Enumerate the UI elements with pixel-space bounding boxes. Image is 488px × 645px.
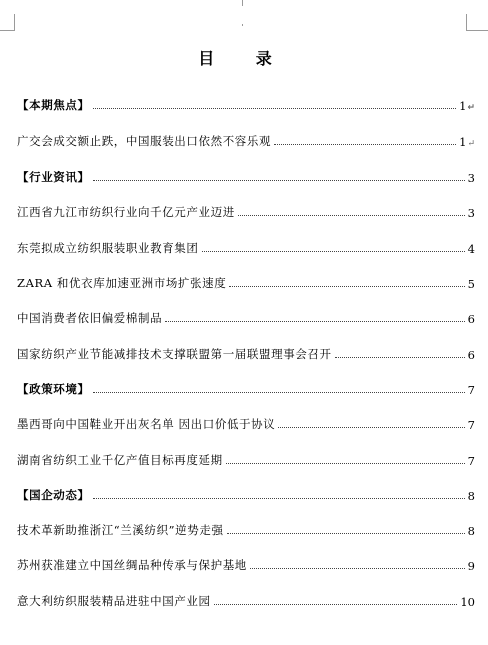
toc-page-number: 6 — [467, 312, 475, 326]
toc-entry-title: 技术革新助推浙江“兰溪纺织”逆势走强 — [17, 523, 224, 537]
toc-page-number: 7 — [467, 418, 475, 432]
toc-page-number: 8 — [467, 524, 475, 538]
toc-entry[interactable] — [17, 129, 475, 149]
toc-page-number: 9 — [467, 559, 475, 573]
toc-entry-title: 墨西哥向中国鞋业开出灰名单 因出口价低于协议 — [17, 417, 276, 431]
dot-leader — [226, 463, 465, 464]
dot-leader — [250, 568, 465, 569]
toc-entry[interactable] — [17, 518, 475, 538]
toc-entry[interactable] — [17, 553, 475, 573]
toc-page-number: 7 — [467, 454, 475, 468]
toc-page-number: 5 — [467, 277, 475, 291]
toc-entry-title: 广交会成交额止跌，中国服装出口依然不容乐观 — [17, 134, 272, 148]
crop-mark-top-right-h — [466, 30, 488, 31]
toc-entry[interactable] — [17, 306, 475, 326]
paragraph-mark-icon: ↵ — [467, 139, 475, 149]
toc-entry[interactable] — [17, 236, 475, 256]
crop-mark-top-right-v — [466, 14, 467, 31]
dot-leader — [93, 498, 465, 499]
toc-entry-title: 【政策环境】 — [17, 382, 90, 396]
toc-entry-title: 【国企动态】 — [17, 488, 90, 502]
toc-entry-title: 意大利纺织服装精品进驻中国产业园 — [17, 594, 211, 608]
crop-mark-top-left-h — [0, 30, 14, 31]
toc-entry[interactable] — [17, 271, 475, 291]
toc-entry[interactable] — [17, 342, 475, 362]
dot-leader — [229, 286, 464, 287]
toc-section-heading[interactable] — [17, 377, 475, 397]
toc-page-number: 1 — [459, 99, 467, 113]
toc-section-heading[interactable] — [17, 165, 475, 185]
toc-entry-title: 中国消费者依旧偏爱棉制品 — [17, 311, 163, 325]
toc-page-number: 6 — [467, 348, 475, 362]
crop-mark-top-center — [242, 0, 243, 6]
toc-entry-title: 【行业资讯】 — [17, 170, 90, 184]
toc-page-number: 3 — [467, 206, 475, 220]
toc-entry-title: 东莞拟成立纺织服装职业教育集团 — [17, 241, 199, 255]
toc-page-number: 1 — [459, 135, 467, 149]
toc-entry-title: 国家纺织产业节能减排技术支撑联盟第一届联盟理事会召开 — [17, 347, 332, 361]
toc-page-number: 7 — [467, 383, 475, 397]
toc-section-heading[interactable] — [17, 483, 475, 503]
dot-leader — [278, 427, 464, 428]
toc-entry[interactable] — [17, 200, 475, 220]
dot-leader — [93, 180, 465, 181]
toc-entry-title: ZARA 和优衣库加速亚洲市场扩张速度 — [17, 276, 227, 290]
toc-page-number: 8 — [467, 489, 475, 503]
dot-leader — [335, 357, 465, 358]
crop-mark-top-left-v — [14, 14, 15, 31]
toc-entry[interactable] — [17, 589, 475, 609]
toc-entry-title: 江西省九江市纺织行业向千亿元产业迈进 — [17, 205, 235, 219]
toc-page-number: 10 — [460, 595, 475, 609]
toc-entry-title: 湖南省纺织工业千亿产值目标再度延期 — [17, 453, 223, 467]
toc-section-heading[interactable] — [17, 93, 475, 113]
dot-leader — [202, 251, 465, 252]
toc-entry-title: 苏州获准建立中国丝绸品种传承与保护基地 — [17, 558, 247, 572]
crop-mark-top-center-dot — [242, 24, 243, 26]
toc-entry-title: 【本期焦点】 — [17, 98, 90, 112]
dot-leader — [274, 144, 456, 145]
dot-leader — [93, 392, 465, 393]
dot-leader — [93, 108, 457, 109]
toc-entry[interactable] — [17, 412, 475, 432]
page-title: 目 录 — [198, 49, 290, 68]
dot-leader — [165, 321, 464, 322]
toc-page-number: 3 — [467, 171, 475, 185]
dot-leader — [227, 533, 465, 534]
dot-leader — [214, 604, 458, 605]
paragraph-mark-icon: ↵ — [467, 103, 475, 113]
dot-leader — [238, 215, 465, 216]
toc-page-number: 4 — [467, 242, 475, 256]
toc-entry[interactable] — [17, 448, 475, 468]
